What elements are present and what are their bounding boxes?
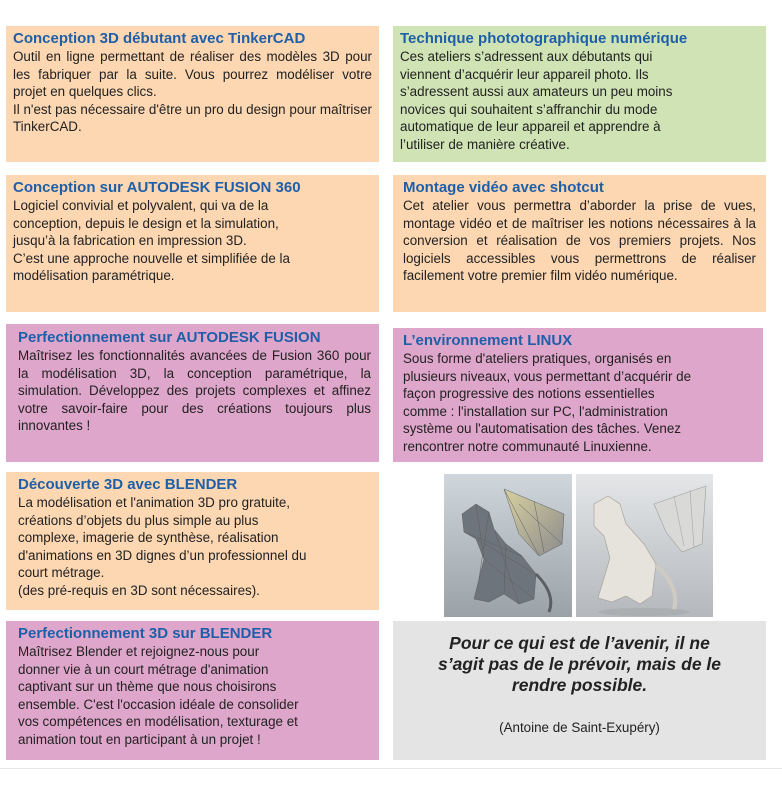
card-body: Cet atelier vous permettra d’aborder la prise de vues, montage vidéo et de maîtriser les notions nécessaires à la conversion et réalisation de vos premiers projets. Nos logiciels accessibles vous permettrons de réaliser facilement votre premier film vidéo numérique.: [403, 198, 756, 284]
card-body: La modélisation et l'animation 3D pro gratuite, créations d’objets du plus simple au plus complexe, imagerie de synthèse, réalisation d'animations en 3D dignes d’un professionnel du court métrage. (des pré-requis en 3D sont nécessaires).: [18, 495, 307, 598]
quote-text: Pour ce qui est de l’avenir, il ne s’agit pas de le prévoir, mais de le rendre possible.: [437, 633, 722, 695]
card-title: Conception sur AUTODESK FUSION 360: [13, 179, 301, 196]
card-blender-advanced: [6, 621, 379, 760]
card-body: Maîtrisez les fonctionnalités avancées de Fusion 360 pour la modélisation 3D, la conception paramétrique, la simulation. Développez des projets complexes et affinez votre savoir-faire pour des créations toujours plus innovantes !: [18, 348, 371, 434]
card-title: Perfectionnement 3D sur BLENDER: [18, 625, 273, 642]
card-body: Ces ateliers s’adressent aux débutants qui viennent d’acquérir leur appareil photo. Ils s’adressent aussi aux amateurs un peu moins novices qui souhaitent s’affranchir du mode automatique de leur appareil et apprendre à l’utiliser de manière créative.: [400, 49, 673, 152]
card-title: Conception 3D débutant avec TinkerCAD: [13, 30, 306, 47]
card-title: Montage vidéo avec shotcut: [403, 179, 604, 196]
card-body: Outil en ligne permettant de réaliser des modèles 3D pour les fabriquer par la suite. Vous pourrez modéliser votre projet en quelques clics. Il n'est pas nécessaire d'être un pro du design pour maîtriser TinkerCAD.: [13, 49, 372, 135]
quote-author: (Antoine de Saint-Exupéry): [499, 720, 660, 735]
card-linux: [393, 328, 763, 462]
card-title: Technique phototographique numérique: [400, 30, 688, 47]
card-video: [393, 175, 766, 312]
card-tinkercad: [6, 26, 379, 162]
card-body: Sous forme d'ateliers pratiques, organisés en plusieurs niveaux, vous permettant d’acquérir de façon progressive des notions essentielles comme : l'installation sur PC, l'administration système ou l'automatisation des tâches. Venez rencontrer notre communauté Linuxienne.: [403, 351, 692, 454]
card-body: Maîtrisez Blender et rejoignez-nous pour donner vie à un court métrage d'animation captivant sur un thème que nous choisirons ensemble. C'est l'occasion idéale de consolider vos compétences en modélisation, texturage et animation tout en participant à un projet !: [18, 644, 299, 747]
quote-box: [393, 621, 766, 760]
card-blender: [6, 472, 379, 610]
card-title: Perfectionnement sur AUTODESK FUSION: [18, 329, 321, 346]
card-title: L’environnement LINUX: [403, 332, 573, 349]
dragon-3d-models-image: [444, 474, 713, 617]
card-title: Découverte 3D avec BLENDER: [18, 476, 238, 493]
card-photo: [393, 26, 766, 162]
divider: [0, 768, 782, 769]
card-fusion: [6, 175, 379, 312]
card-body: Logiciel convivial et polyvalent, qui va de la conception, depuis le design et la simulation, jusqu’à la fabrication en impression 3D. C’est une approche nouvelle et simplifiée de la modélisation paramétrique.: [13, 198, 290, 284]
card-fusion-advanced: [6, 324, 379, 462]
